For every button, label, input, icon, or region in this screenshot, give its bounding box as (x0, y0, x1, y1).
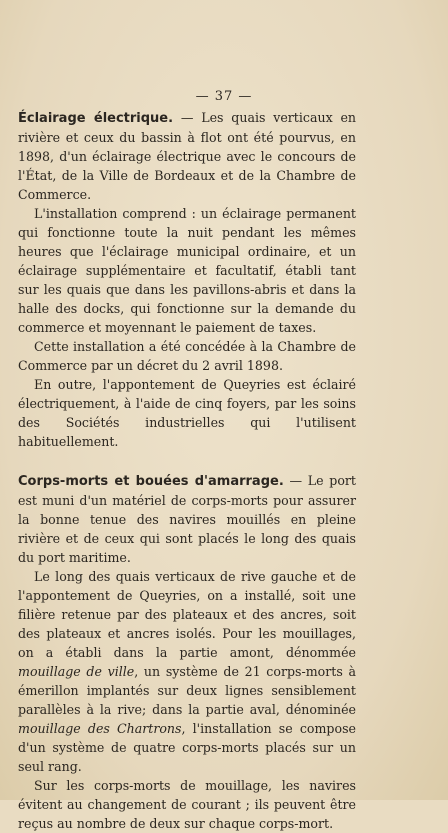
paragraph-mouillages (18, 567, 356, 776)
paragraph-queyries-lighting: En outre, l'appontement de Queyries est éclairé électriquement, à l'aide de cinq foyers, par les soins des Sociétés industrielles qui l'utilisent habituellement. (18, 377, 356, 449)
italic-term-mouillage-des-chartrons: mouillage des Chartrons (18, 721, 182, 736)
page-body (18, 108, 356, 833)
paragraph-corps-morts-intro (18, 471, 356, 567)
paragraph-text: , l'installation se compose d'un système de quatre corps-morts placés sur un seul rang. (18, 721, 356, 774)
page-number: — 37 — (195, 89, 253, 104)
paragraph-eclairage-intro (18, 108, 356, 204)
italic-term-mouillage-de-ville: mouillage de ville (18, 664, 135, 679)
section-gap (18, 451, 356, 471)
paragraph-text: — Le port est muni d'un matériel de corps-morts pour assurer la bonne tenue des navires mouillés en pleine rivière et de ceux qui sont placés le long des quais du port maritime. (18, 473, 356, 565)
paragraph-concession: Cette installation a été concédée à la Chambre de Commerce par un décret du 2 avril 1898. (18, 339, 356, 373)
section-heading-corps-morts: Corps-morts et bouées d'amarrage. (18, 474, 284, 489)
section-heading-eclairage: Éclairage électrique. (18, 111, 174, 126)
paragraph-installation: L'installation comprend : un éclairage permanent qui fonctionne toute la nuit pendant les mêmes heures que l'éclairage municipal ordinaire, et un éclairage supplémentaire et facultatif, établi tant sur les quais que dans les pavillons-abris et dans la halle des docks, qui fonctionne sur la demande du commerce et moyennant le paiement de taxes. (18, 206, 356, 335)
paragraph-text: , un système de 21 corps-morts à émerillon implantés sur deux lignes sensiblement parallèles à la rive; dans la partie aval, dénominée (18, 664, 356, 717)
paragraph-text: — Les quais verticaux en rivière et ceux du bassin à flot ont été pourvus, en 1898, d'un éclairage électrique avec le concours de l'État, de la Ville de Bordeaux et de la Chambre de Commerce. (18, 110, 357, 202)
paragraph-changement-courant: Sur les corps-morts de mouillage, les navires évitent au changement de courant ; ils peuvent être reçus au nombre de deux sur chaque corps-mort. (18, 778, 356, 831)
paragraph-text: Le long des quais verticaux de rive gauche et de l'appontement de Queyries, on a installé, soit une filière retenue par des plateaux et des ancres, soit des plateaux et ancres isolés. Pour les mouillages, on a établi dans la partie amont, dénommée (18, 569, 356, 660)
